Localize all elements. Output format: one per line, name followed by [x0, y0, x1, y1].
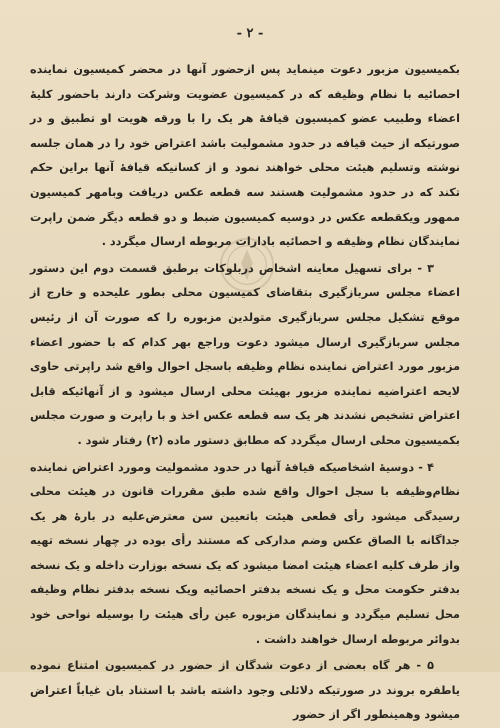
paragraph-1: بکمیسیون مزبور دعوت مینماید پس ازحضور آنها در محضر کمیسیون نماینده احصائیه با نظام وظیفه که در کمیسیون عضویت وشرکت دارند باحضور کلیهٔ اعضاء وطبیب عضو کمیسیون قیافهٔ هر یک را با ورقه هویت او تطبیق و در صورتیکه از حیث قیافه در حدود مشمولیت باشد اعتراض خود را در همان جلسه نوشته وتسلیم هیئت محلی خواهند نمود و از کسانیکه قیافهٔ آنها براین حکم تکند که در حدود مشمولیت هستند سه قطعه عکس دریافت وبامهر کمیسیون ممهور ویکقطعه عکس در دوسیه کمیسیون ضبط و دو قطعه دیگر ضمن راپرت نمایندگان نظام وظیفه و احصائیه بادارات مربوطه ارسال میگردد . [30, 63, 460, 249]
page-number: - ۲ - [236, 26, 264, 41]
paragraph-4: ۵ - هر گاه بعضی از دعوت شدگان از حضور در کمیسیون امتناع نموده یاطفره بروند در صورتیکه دلائلی وجود داشته باشد با استناد بان غیاباً اعتراض میشود وهمینطور اگر از حضور [30, 659, 460, 722]
document-body [30, 58, 460, 728]
paragraph-3: ۴ - دوسیهٔ اشخاصیکه قیافهٔ آنها در حدود مشمولیت ومورد اعتراض نماینده نظام‌وظیفه با سجل احوال واقع شده طبق مقررات قانون در هیئت محلی رسیدگی میشود رأی قطعی هیئت باتعیین سن معترض‌علیه در بارهٔ هر یک جداگانه با الصاق عکس وضم مدارکی که مستند رأی بوده در چهار نسخه تهیه واز طرف کلیه اعضاء هیئت امضا میشود که یک نسخه بوزارت داخله و یک نسخه بدفتر حکومت محل و یک نسخه بدفتر احصائیه ویک نسخه بدفتر نظام وظیفه محل تسلیم میگردد و نمایندگان مزبوره عین رأی هیئت را بوسیله نواحی خود بدوائر مربوطه ارسال خواهند داشت . [30, 460, 460, 646]
stamp-watermark-icon [218, 236, 276, 294]
paragraph-2: ۳ - برای تسهیل معاینه اشخاص دربلوکات برطبق قسمت دوم این دستور اعضاء مجلس سربازگیری بتقاضای کمیسیون محلی بطور علیحده و خارج از موقع تشکیل مجلس سربازگیری متولدین مزبوره را که صورت آن از رئیس مجلس سربازگیری ارسال میشود دعوت وراجع بهر کدام که با حضور اعضاء مزبور مورد اعتراض نماینده نظام وظیفه باسجل احوال واقع شد راپرتی حاوی لایحه اعتراضیه نماینده مزبور بهیئت محلی ارسال میشود و از آنهائیکه قابل اعتراض تشخیص نشدند هر یک سه قطعه عکس اخذ و با راپرت و صورت مجلس بکمیسیون محلی ارسال میگردد که مطابق دستور ماده (۲) رفتار شود . [30, 261, 460, 447]
